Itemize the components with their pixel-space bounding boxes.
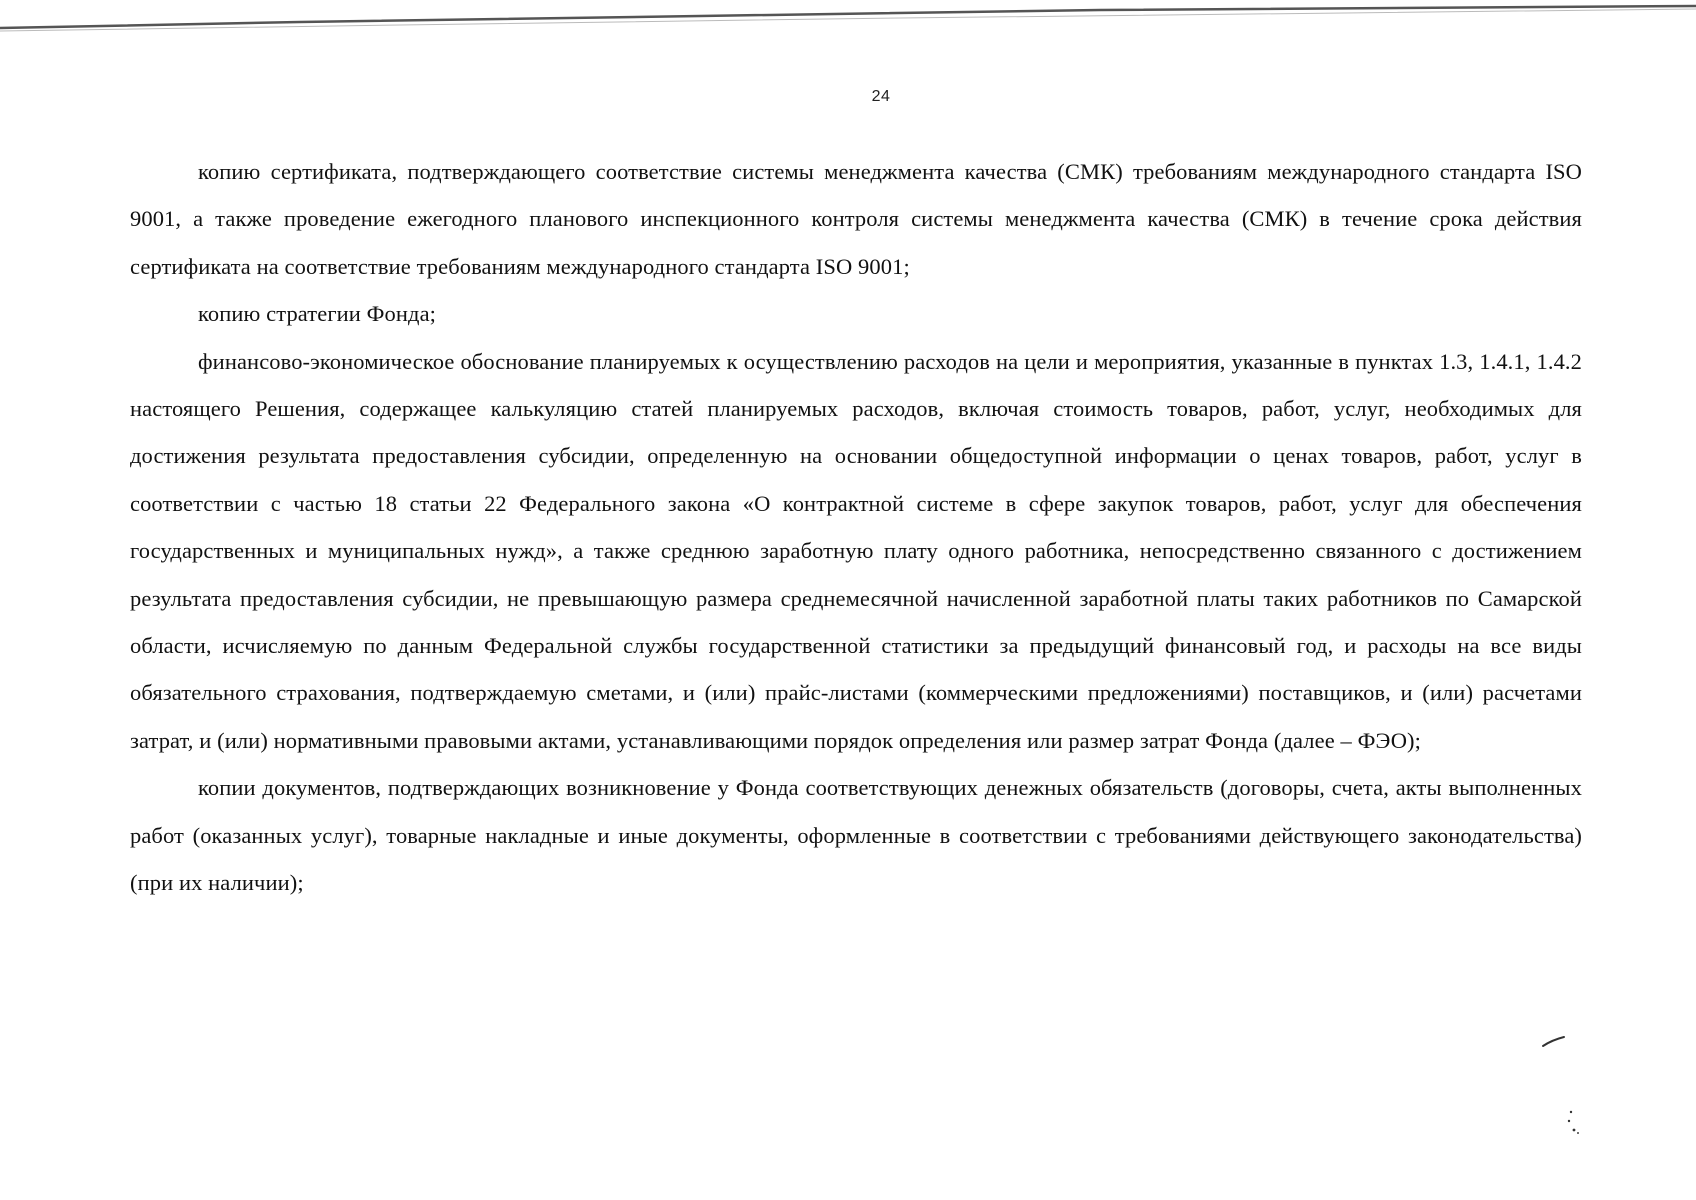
scan-edge-shadow xyxy=(0,9,1696,31)
document-body xyxy=(130,148,1582,907)
page-number: 24 xyxy=(871,88,891,105)
paragraph-strategy: копию стратегии Фонда; xyxy=(198,301,437,327)
scan-edge-line xyxy=(0,6,1696,28)
paragraph-smk-certificate: копию сертификата, подтверждающего соответствие системы менеджмента качества (СМК) требованиям международного стандарта ISO 9001, а также проведение ежегодного планового инспекционного контроля системы менеджмента качества (СМК) в течение срока действия сертификата на соответствие требованиям международного стандарта ISO 9001; xyxy=(130,159,1582,279)
paragraph-obligation-documents: копии документов, подтверждающих возникновение у Фонда соответствующих денежных обязательств (договоры, счета, акты выполненных работ (оказанных услуг), товарные накладные и иные документы, оформленные в соответствии с требованиями действующего законодательства) (при их наличии); xyxy=(130,775,1582,896)
scan-top-edge xyxy=(0,0,1696,40)
scan-dot-marks xyxy=(1565,1108,1585,1138)
paragraph-financial-justification: финансово-экономическое обоснование планируемых к осуществлению расходов на цели и мероприятия, указанные в пунктах 1.3, 1.4.1, 1.4.2 настоящего Решения, содержащее калькуляцию статей планируемых расходов, включая стоимость товаров, работ, услуг, необходимых для достижения результата предоставления субсидии, определенную на основании общедоступной информации о ценах товаров, работ, услуг в соответствии с частью 18 статьи 22 Федерального закона «О контрактной системе в сфере закупок товаров, работ, услуг для обеспечения государственных и муниципальных нужд», а также среднюю заработную плату одного работника, непосредственно связанного с достижением результата предоставления субсидии, не превышающую размера среднемесячной начисленной заработной платы таких работников по Самарской области, исчисляемую по данным Федеральной службы государственной статистики за предыдущий финансовый год, и расходы на все виды обязательного страхования, подтверждаемую сметами, и (или) прайс-листами (коммерческими предложениями) поставщиков, и (или) расчетами затрат, и (или) нормативными правовыми актами, устанавливающими порядок определения или размер затрат Фонда (далее – ФЭО); xyxy=(130,348,1582,753)
pen-stroke-mark xyxy=(1540,1032,1570,1052)
